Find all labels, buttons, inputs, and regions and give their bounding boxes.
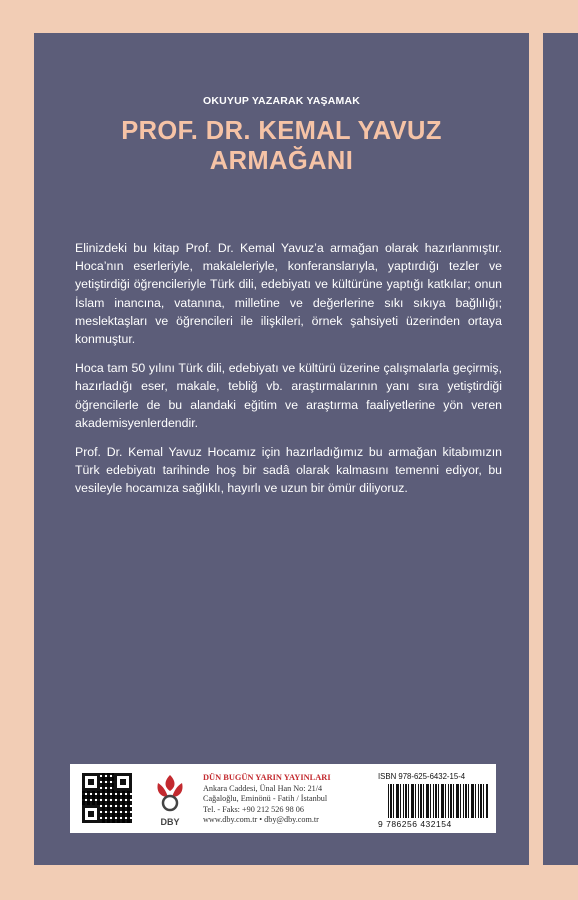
publisher-info-box: [70, 764, 496, 833]
publisher-logo-text: DBY: [160, 817, 180, 827]
publisher-web: www.dby.com.tr • dby@dby.com.tr: [203, 815, 319, 824]
blurb: [75, 239, 502, 509]
publisher-logo-icon: [150, 771, 190, 827]
publisher-name: DÜN BUGÜN YARIN YAYINLARI: [203, 773, 331, 782]
publisher-details: [203, 773, 383, 826]
blurb-paragraph-3: Prof. Dr. Kemal Yavuz Hocamız için hazırladığımız bu armağan kitabımızın Türk edebiyatı tarihinde hoş bir sadâ olarak kalmasını temenni ediyor, bu vesileyle hocamıza sağlıklı, hayırlı ve uzun bir ömür diliyoruz.: [75, 445, 502, 496]
book-title-line1: PROF. DR. KEMAL YAVUZ: [121, 117, 442, 145]
publisher-address-2: Cağaloğlu, Eminönü - Fatih / İstanbul: [203, 794, 328, 803]
publisher-address-1: Ankara Caddesi, Ünal Han No: 21/4: [203, 783, 323, 793]
barcode-icon: [388, 784, 488, 818]
book-title-line2: ARMAĞANI: [209, 147, 354, 175]
adjacent-cover-edge: [543, 33, 578, 865]
blurb-paragraph-2: Hoca tam 50 yılını Türk dili, edebiyatı ve kültürü üzerine çalışmalarla geçirmiş, hazırladığı eser, makale, tebliğ vb. araştırmalarının yanı sıra yetiştirdiği öğrencilerle de bu alandaki eğitim ve araştırma faaliyetlerine yön veren akademisyenlerdendir.: [75, 361, 502, 430]
isbn-label: ISBN 978-625-6432-15-4: [378, 772, 466, 781]
qr-code-icon: [82, 773, 132, 823]
blurb-paragraph-1: Elinizdeki bu kitap Prof. Dr. Kemal Yavuz’a armağan olarak hazırlanmıştır. Hoca’nın eserleriyle, makaleleriyle, konferanslarıyla, yaptırdığı tezler ve yetiştirdiği öğrencileriyle Türk dili, edebiyatı ve kültürüne yaptığı katkılar; onun İslam inancına, vatanına, milletine ve değerlerine sıkı sıkıya bağlılığı; meslektaşları ve öğrencileri ile ilişkileri, örnek şahsiyeti üzerinden ortaya konmuştur.: [75, 241, 502, 347]
publisher-phone: Tel. - Faks: +90 212 526 98 06: [203, 804, 304, 814]
book-back-cover: [34, 33, 529, 865]
series-title: OKUYUP YAZARAK YAŞAMAK: [202, 95, 361, 107]
barcode-number: 9 786256 432154: [378, 819, 452, 829]
